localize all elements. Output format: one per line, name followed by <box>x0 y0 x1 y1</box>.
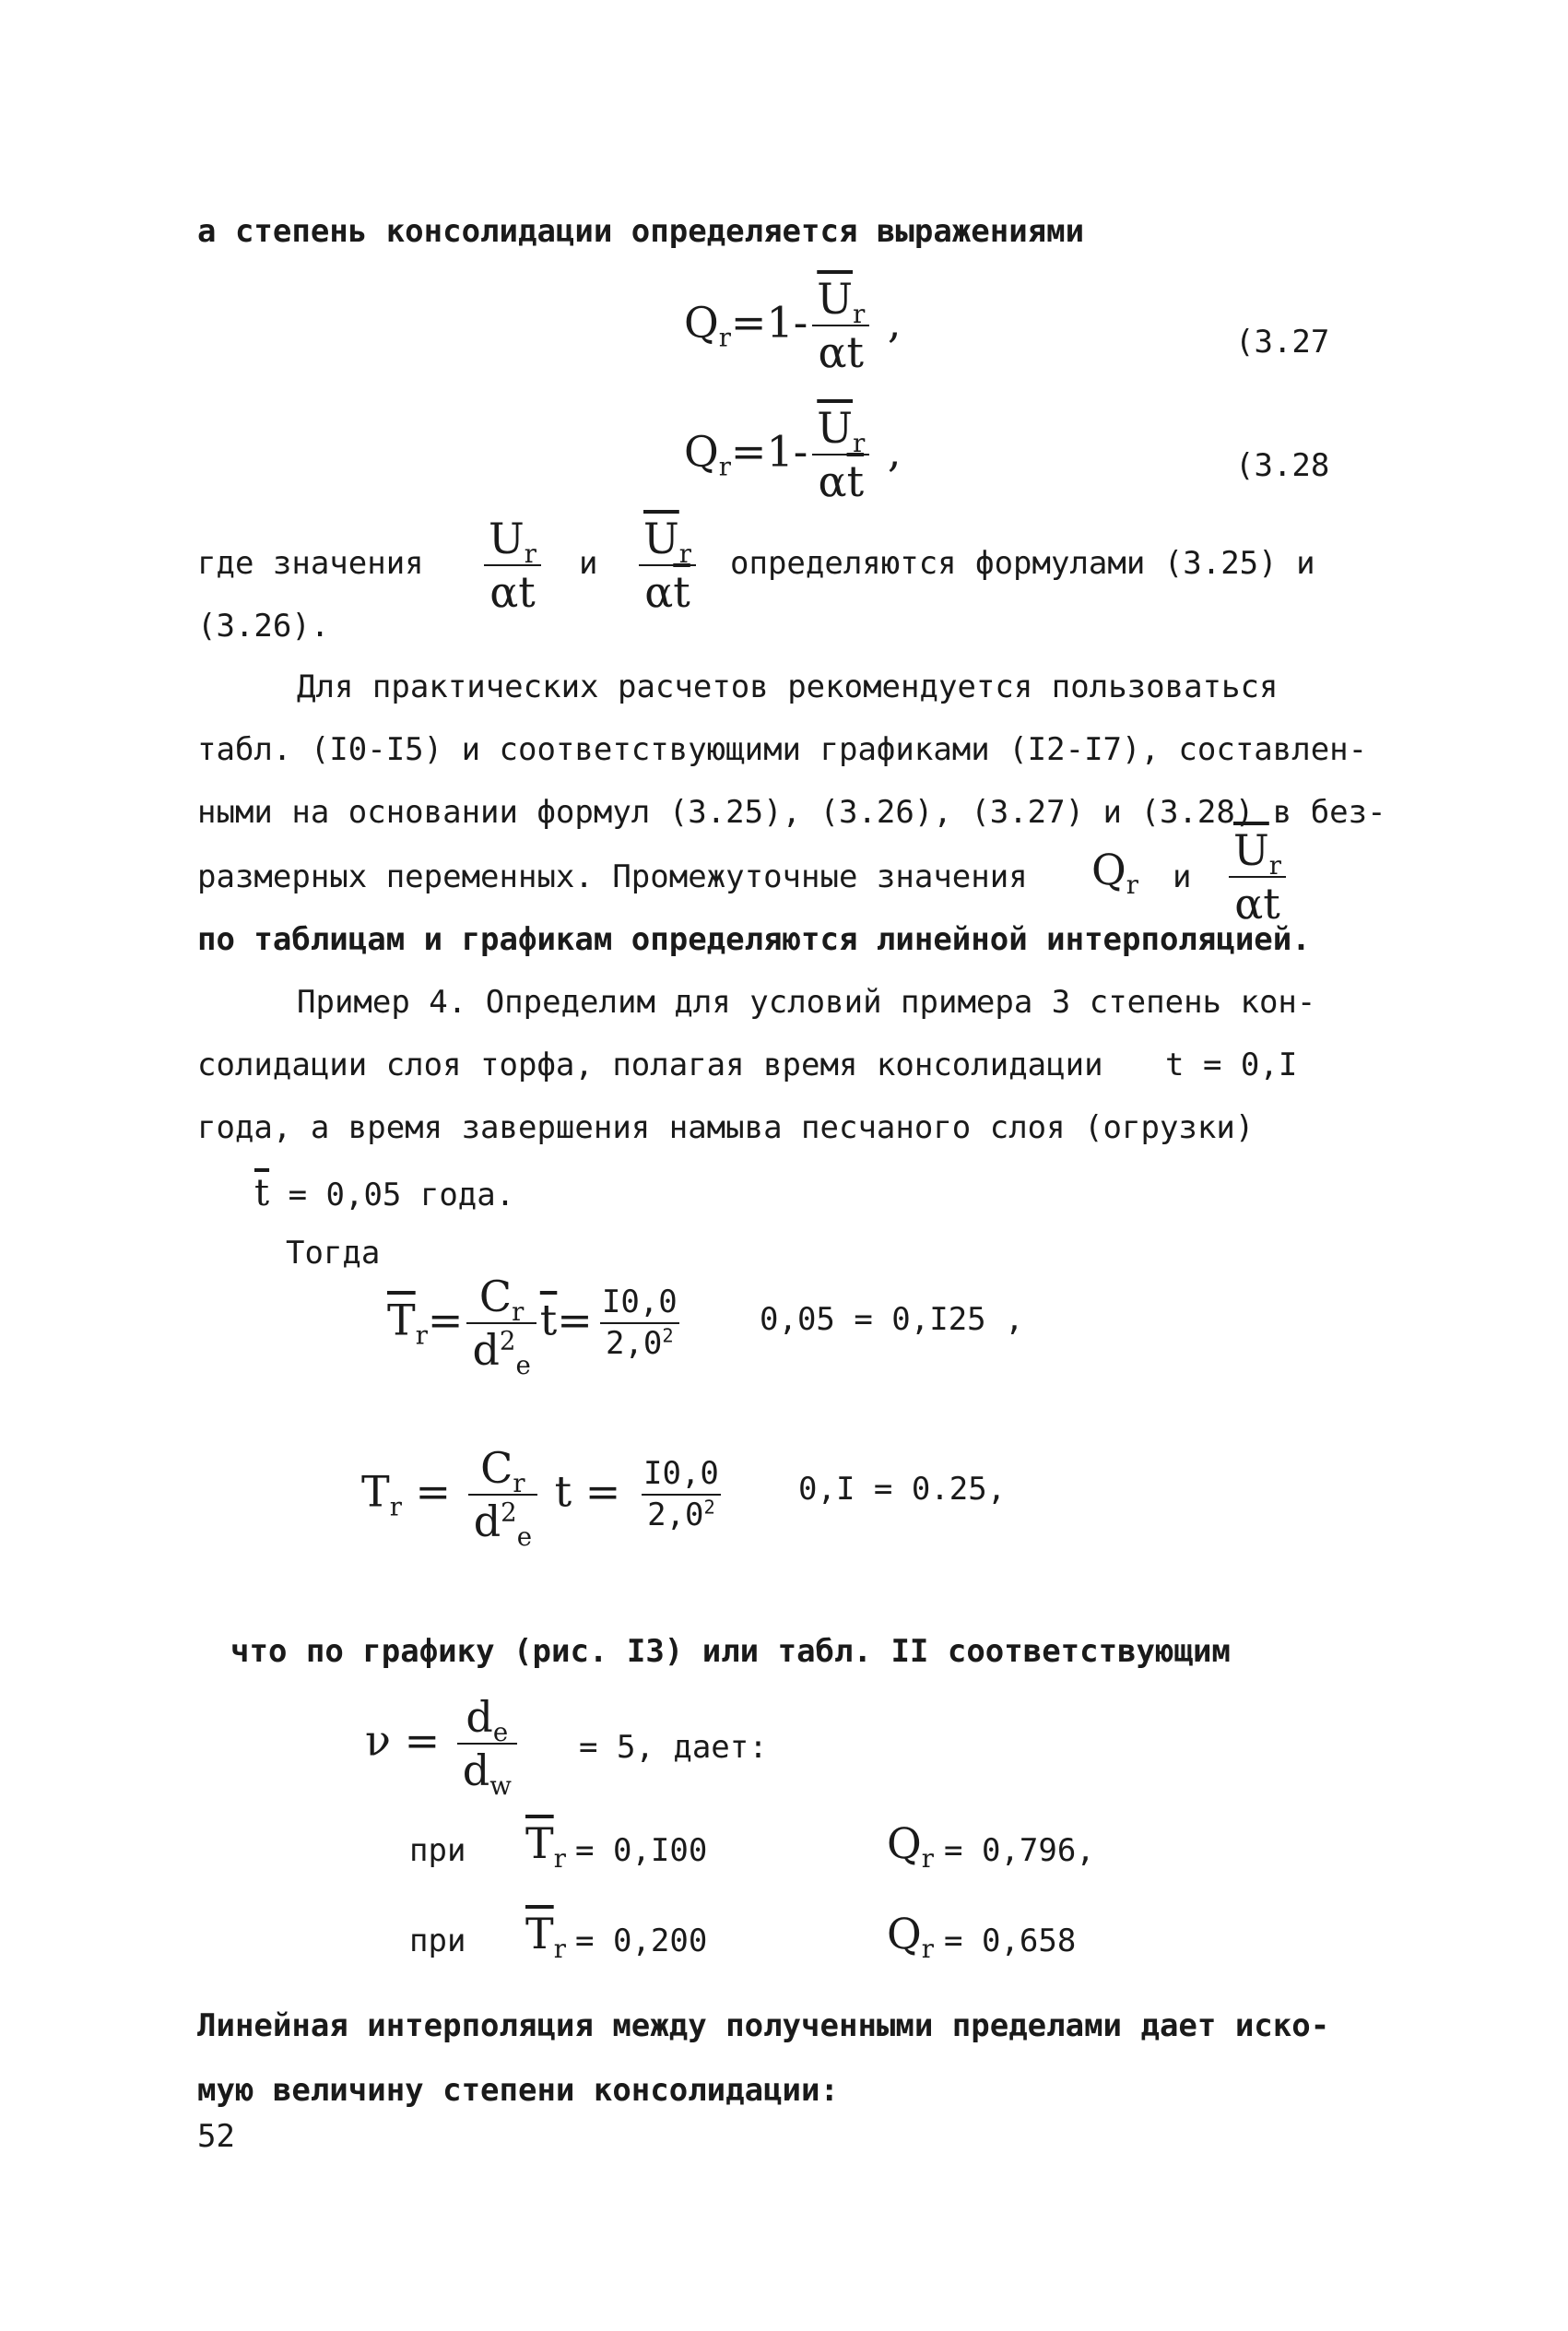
page-number: 52 <box>197 2118 235 2155</box>
where-suffix: определяются формулами (3.25) и <box>730 545 1315 582</box>
final-line: Линейная интерполяция между полученными пределами дает иско- <box>197 2007 1330 2044</box>
para-line: Для практических расчетов рекомендуется пользоваться <box>297 669 1279 705</box>
example-t-value: t = 0,I <box>1165 1047 1298 1083</box>
equation-3-28: $Q_r=1-$ $\frac{\overline{U}_r}{\alpha\overline{t}}$ , <box>684 403 902 507</box>
equation-T-result: 0,I = 0.25, <box>798 1471 1007 1508</box>
where-fraction-2: $\frac{\overline{U}_r}{\alpha\overline{t}}$ <box>634 516 701 615</box>
para-line: размерных переменных. Промежуточные значения <box>197 858 1028 895</box>
row-T-symbol: $\overline{T}_r$ <box>525 1909 566 1965</box>
row-T-value: = 0,I00 <box>575 1832 708 1869</box>
equation-number-3-27: (3.27 <box>1235 324 1330 361</box>
example-line: Пример 4. Определим для условий примера 3 степень кон- <box>297 984 1316 1021</box>
para-and: и <box>1173 858 1192 895</box>
row-pri: при <box>409 1832 466 1869</box>
para-line: по таблицам и графикам определяются линейной интерполяцией. <box>197 921 1311 958</box>
row-T-value: = 0,200 <box>575 1923 708 1959</box>
equation-nu-result: = 5, дает: <box>579 1729 768 1766</box>
where-and: и <box>579 545 598 582</box>
para-Q-symbol: $Q_r$ <box>1091 845 1138 901</box>
where-prefix: где значения <box>197 545 424 582</box>
equation-number-3-28: (3.28 <box>1235 447 1330 484</box>
where-fraction-1: $\frac{U_r}{\alpha t}$ <box>479 516 546 615</box>
equation-3-27: $Q_r=1-$ $\frac{\overline{U}_r}{\alpha t}$ , <box>684 274 902 378</box>
graph-line: что по графику (рис. I3) или табл. II соответствующим <box>230 1633 1231 1670</box>
final-line: мую величину степени консолидации: <box>197 2072 839 2109</box>
then-word: Тогда <box>286 1235 381 1272</box>
equation-T-bar-result: 0,05 = 0,I25 , <box>760 1301 1024 1338</box>
example-tbar-line: $\overline{t} = 0,05$ года. <box>254 1172 515 1214</box>
row-pri: при <box>409 1923 466 1959</box>
row-Q-value: = 0,658 <box>944 1923 1077 1959</box>
equation-T: $T_r$ = $\frac{C_r}{d^2_e}$ t = $\frac{I0,0}{2,0^2}$ <box>361 1443 719 1553</box>
para-fraction: $\frac{\overline{U}_r}{\alpha t}$ <box>1224 828 1291 927</box>
equation-nu: ν = $\frac{d_e}{d_w}$ <box>365 1695 521 1793</box>
where-cont: (3.26). <box>197 608 330 645</box>
equation-T-bar: $\overline{T}_r=$ $\frac{C_r}{d^2_e}$ $\overline{t}=$ $\frac{I0,0}{2,0^2}$ <box>387 1272 678 1381</box>
row-Q-symbol: $Q_r$ <box>887 1818 934 1875</box>
intro-line: а степень консолидации определяется выражениями <box>197 213 1085 250</box>
para-line: ными на основании формул (3.25), (3.26), (3.27) и (3.28) в без- <box>197 794 1386 831</box>
row-Q-symbol: $Q_r$ <box>887 1909 934 1965</box>
para-line: табл. (I0-I5) и соответствующими графиками (I2-I7), составлен- <box>197 731 1368 768</box>
row-Q-value: = 0,796, <box>944 1832 1095 1869</box>
example-line: солидации слоя торфа, полагая время консолидации <box>197 1047 1103 1083</box>
row-T-symbol: $\overline{T}_r$ <box>525 1818 566 1875</box>
example-line: года, а время завершения намыва песчаного слоя (огрузки) <box>197 1109 1255 1146</box>
